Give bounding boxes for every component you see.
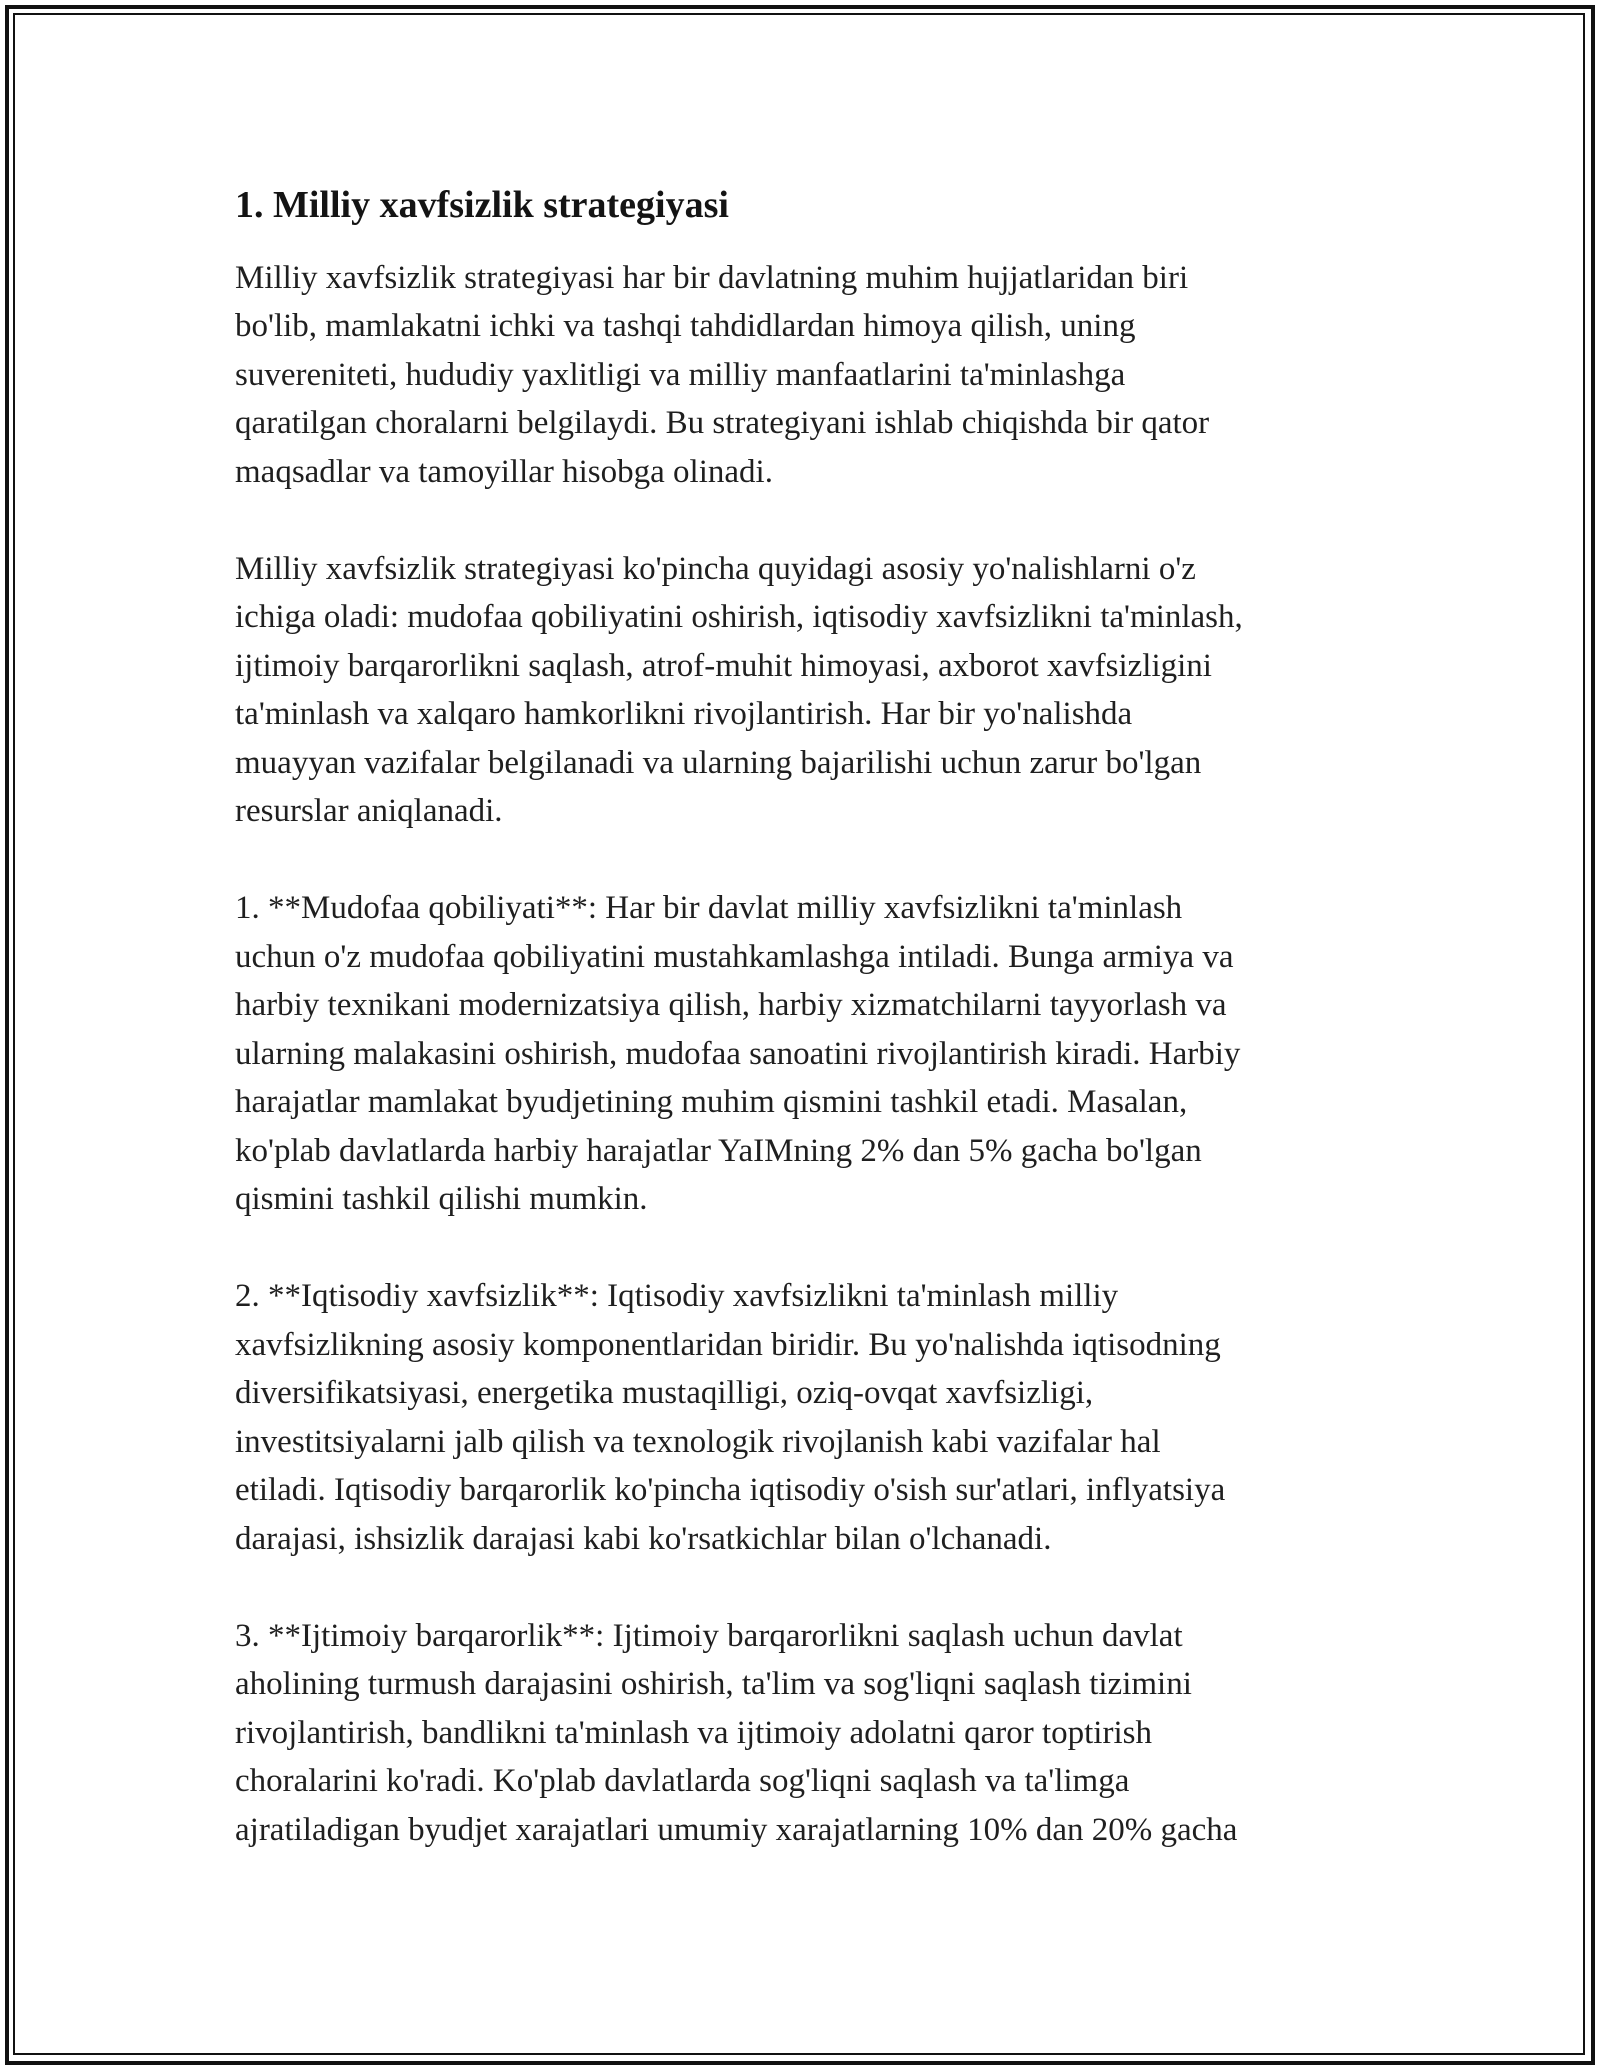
section-heading: 1. Milliy xavfsizlik strategiyasi xyxy=(235,184,729,226)
document-body xyxy=(235,182,1365,1903)
paragraph-defense: 1. **Mudofaa qobiliyati**: Har bir davlat milliy xavfsizlikni ta'minlash uchun o'z mudofaa qobiliyatini mustahkamlashga intiladi. Bunga armiya va harbiy texnikani modernizatsiya qilish, harbiy xizmatchilarni tayyorlash va ularning malakasini oshirish, mudofaa sanoatini rivojlantirish kiradi. Harbiy harajatlar mamlakat byudjetining muhim qismini tashkil etadi. Masalan, ko'plab davlatlarda harbiy harajatlar YaIMning 2% dan 5% gacha bo'lgan qismini tashkil qilishi mumkin. xyxy=(235,890,1241,1217)
paragraph-economic: 2. **Iqtisodiy xavfsizlik**: Iqtisodiy xavfsizlikni ta'minlash milliy xavfsizlikning asosiy komponentlaridan biridir. Bu yo'nalishda iqtisodning diversifikatsiyasi, energetika mustaqilligi, oziq-ovqat xavfsizligi, investitsiyalarni jalb qilish va texnologik rivojlanish kabi vazifalar hal etiladi. Iqtisodiy barqarorlik ko'pincha iqtisodiy o'sish sur'atlari, inflyatsiya darajasi, ishsizlik darajasi kabi ko'rsatkichlar bilan o'lchanadi. xyxy=(235,1278,1226,1557)
paragraph-intro: Milliy xavfsizlik strategiyasi har bir davlatning muhim hujjatlaridan biri bo'lib, mamlakatni ichki va tashqi tahdidlardan himoya qilish, uning suvereniteti, hududiy yaxlitligi va milliy manfaatlarini ta'minlashga qaratilgan choralarni belgilaydi. Bu strategiyani ishlab chiqishda bir qator maqsadlar va tamoyillar hisobga olinadi. xyxy=(235,259,1210,490)
paragraph-social: 3. **Ijtimoiy barqarorlik**: Ijtimoiy barqarorlikni saqlash uchun davlat aholining turmush darajasini oshirish, ta'lim va sog'liqni saqlash tizimini rivojlantirish, bandlikni ta'minlash va ijtimoiy adolatni qaror toptirish choralarini ko'radi. Ko'plab davlatlarda sog'liqni saqlash va ta'limga ajratiladigan byudjet xarajatlari umumiy xarajatlarning 10% dan 20% gacha xyxy=(235,1617,1238,1848)
paragraph-directions: Milliy xavfsizlik strategiyasi ko'pincha quyidagi asosiy yo'nalishlarni o'z ichiga oladi: mudofaa qobiliyatini oshirish, iqtisodiy xavfsizlikni ta'minlash, ijtimoiy barqarorlikni saqlash, atrof-muhit himoyasi, axborot xavfsizligini ta'minlash va xalqaro hamkorlikni rivojlantirish. Har bir yo'nalishda muayyan vazifalar belgilanadi va ularning bajarilishi uchun zarur bo'lgan resurslar aniqlanadi. xyxy=(235,550,1243,829)
